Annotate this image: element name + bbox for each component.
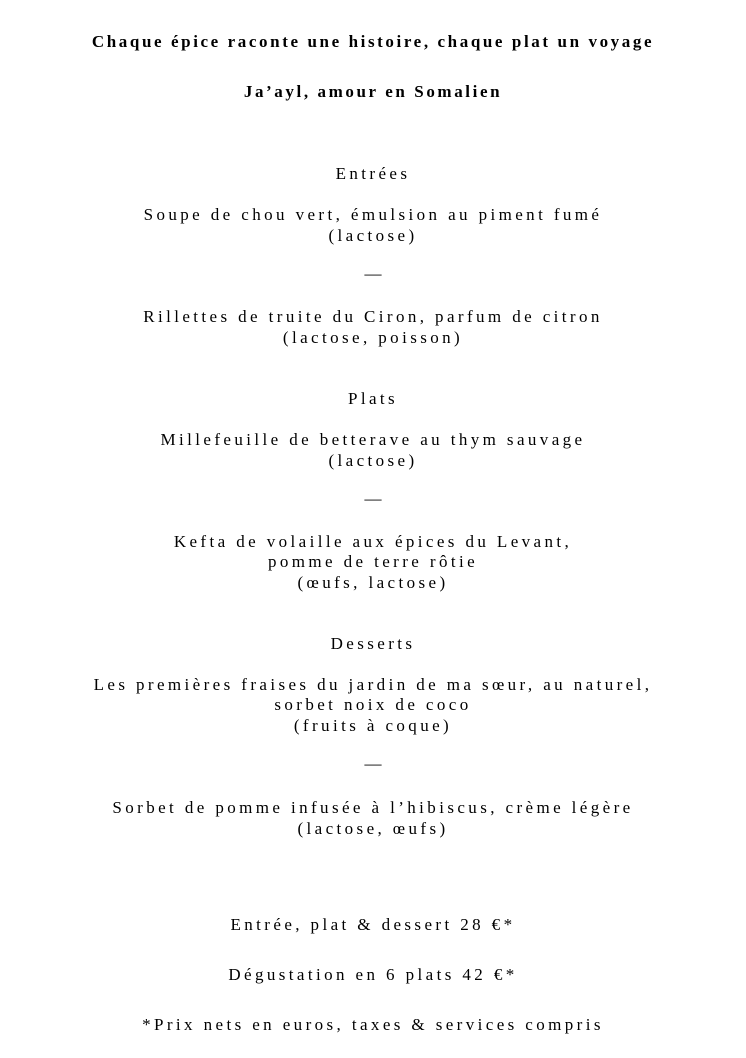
- menu-subtitle: Ja’ayl, amour en Somalien: [243, 82, 503, 101]
- dish-name-line: pomme de terre rôtie: [267, 552, 479, 571]
- section-title-entrees: Entrées: [335, 164, 411, 183]
- dish-allergens: (œufs, lactose): [297, 573, 449, 592]
- menu-tagline: Chaque épice raconte une histoire, chaque plat un voyage: [91, 32, 655, 51]
- dish-separator: —: [364, 489, 382, 508]
- dish-allergens: (lactose): [328, 451, 418, 470]
- price-tasting: Dégustation en 6 plats 42 €*: [228, 965, 518, 984]
- dish-name-line: sorbet noix de coco: [274, 695, 472, 714]
- dish-allergens: (fruits à coque): [293, 716, 453, 735]
- dish-separator: —: [364, 264, 382, 283]
- dish-separator: —: [364, 754, 382, 773]
- price-note: *Prix nets en euros, taxes & services compris: [142, 1015, 604, 1034]
- dish-name-line: Sorbet de pomme infusée à l’hibiscus, crème légère: [112, 798, 634, 817]
- dish-name-line: Rillettes de truite du Ciron, parfum de citron: [143, 307, 603, 326]
- section-title-desserts: Desserts: [330, 634, 416, 653]
- dish-allergens: (lactose, poisson): [282, 328, 464, 347]
- section-title-plats: Plats: [347, 389, 399, 408]
- dish-name-line: Millefeuille de betterave au thym sauvage: [160, 430, 586, 449]
- dish-name-line: Soupe de chou vert, émulsion au piment fumé: [143, 205, 603, 224]
- dish-allergens: (lactose, œufs): [297, 819, 449, 838]
- dish-name-line: Kefta de volaille aux épices du Levant,: [173, 532, 573, 551]
- price-formula: Entrée, plat & dessert 28 €*: [230, 915, 516, 934]
- dish-name-line: Les premières fraises du jardin de ma sœur, au naturel,: [93, 675, 653, 694]
- dish-allergens: (lactose): [328, 226, 418, 245]
